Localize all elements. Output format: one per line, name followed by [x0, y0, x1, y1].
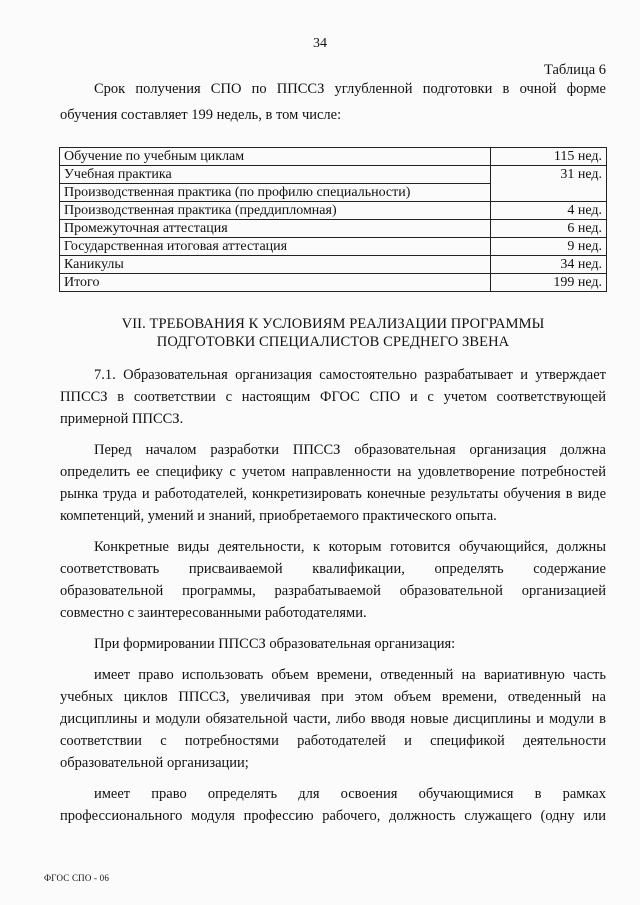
table-row — [60, 202, 607, 220]
study-weeks-table — [59, 147, 607, 292]
table-cell-label: Учебная практика — [60, 166, 491, 184]
section-heading — [60, 315, 606, 351]
table-cell-label: Производственная практика (преддипломная) — [60, 202, 491, 220]
table-cell-label: Государственная итоговая аттестация — [60, 238, 491, 256]
table-cell-value: 6 нед. — [491, 220, 607, 238]
table-cell-value: 115 нед. — [491, 148, 607, 166]
intro-paragraph: Срок получения СПО по ППССЗ углубленной подготовки в очной форме обучения составляет 199 недель, в том числе: — [60, 81, 606, 123]
paragraph: имеет право определять для освоения обучающимися в рамках профессионального модуля профессию рабочего, должность служащего (одну или — [60, 786, 606, 824]
section-heading-line: ПОДГОТОВКИ СПЕЦИАЛИСТОВ СРЕДНЕГО ЗВЕНА — [156, 334, 510, 350]
table-cell-value: 31 нед. — [491, 166, 607, 184]
table-row — [60, 166, 607, 184]
table-cell-label: Промежуточная аттестация — [60, 220, 491, 238]
table-cell-value: 9 нед. — [491, 238, 607, 256]
table-caption: Таблица 6 — [543, 62, 606, 78]
page-number: 34 — [313, 36, 327, 51]
table-cell-value: 4 нед. — [491, 202, 607, 220]
paragraph: Конкретные виды деятельности, к которым готовится обучающийся, должны соответствовать присваиваемой квалификации, определять содержание образовательной программы, разрабатываемой образовательной организацией совместно с заинтересованными работодателями. — [60, 539, 606, 621]
section-heading-line: VII. ТРЕБОВАНИЯ К УСЛОВИЯМ РЕАЛИЗАЦИИ ПРОГРАММЫ — [121, 316, 545, 332]
footer-mark: ФГОС СПО - 06 — [44, 873, 110, 883]
table-row — [60, 238, 607, 256]
table-row — [60, 184, 607, 202]
table-cell-label: Каникулы — [60, 256, 491, 274]
table-row — [60, 274, 607, 292]
paragraph: Перед началом разработки ППССЗ образовательная организация должна определить ее специфику с учетом направленности на удовлетворение потребностей рынка труда и работодателей, конкретизировать конечные результаты обучения в виде компетенций, умений и знаний, приобретаемого практического опыта. — [60, 442, 606, 524]
table-cell-value — [491, 184, 607, 202]
table-cell-label: Обучение по учебным циклам — [60, 148, 491, 166]
table-row — [60, 220, 607, 238]
table-cell-label: Итого — [60, 274, 491, 292]
table-row — [60, 256, 607, 274]
table-cell-label: Производственная практика (по профилю специальности) — [60, 184, 491, 202]
paragraph: имеет право использовать объем времени, отведенный на вариативную часть учебных циклов ППССЗ, увеличивая при этом объем времени, отведенный на дисциплины и модули обязательной части, либо вводя новые дисциплины и модули в соответствии с потребностями работодателей и спецификой деятельности образовательной организации; — [60, 667, 606, 771]
table-cell-value: 199 нед. — [491, 274, 607, 292]
paragraph: При формировании ППССЗ образовательная организация: — [94, 636, 456, 652]
table-cell-value: 34 нед. — [491, 256, 607, 274]
paragraph: 7.1. Образовательная организация самостоятельно разрабатывает и утверждает ППССЗ в соответствии с настоящим ФГОС СПО и с учетом соответствующей примерной ППССЗ. — [60, 367, 606, 427]
table-row — [60, 148, 607, 166]
section-body — [60, 364, 606, 836]
